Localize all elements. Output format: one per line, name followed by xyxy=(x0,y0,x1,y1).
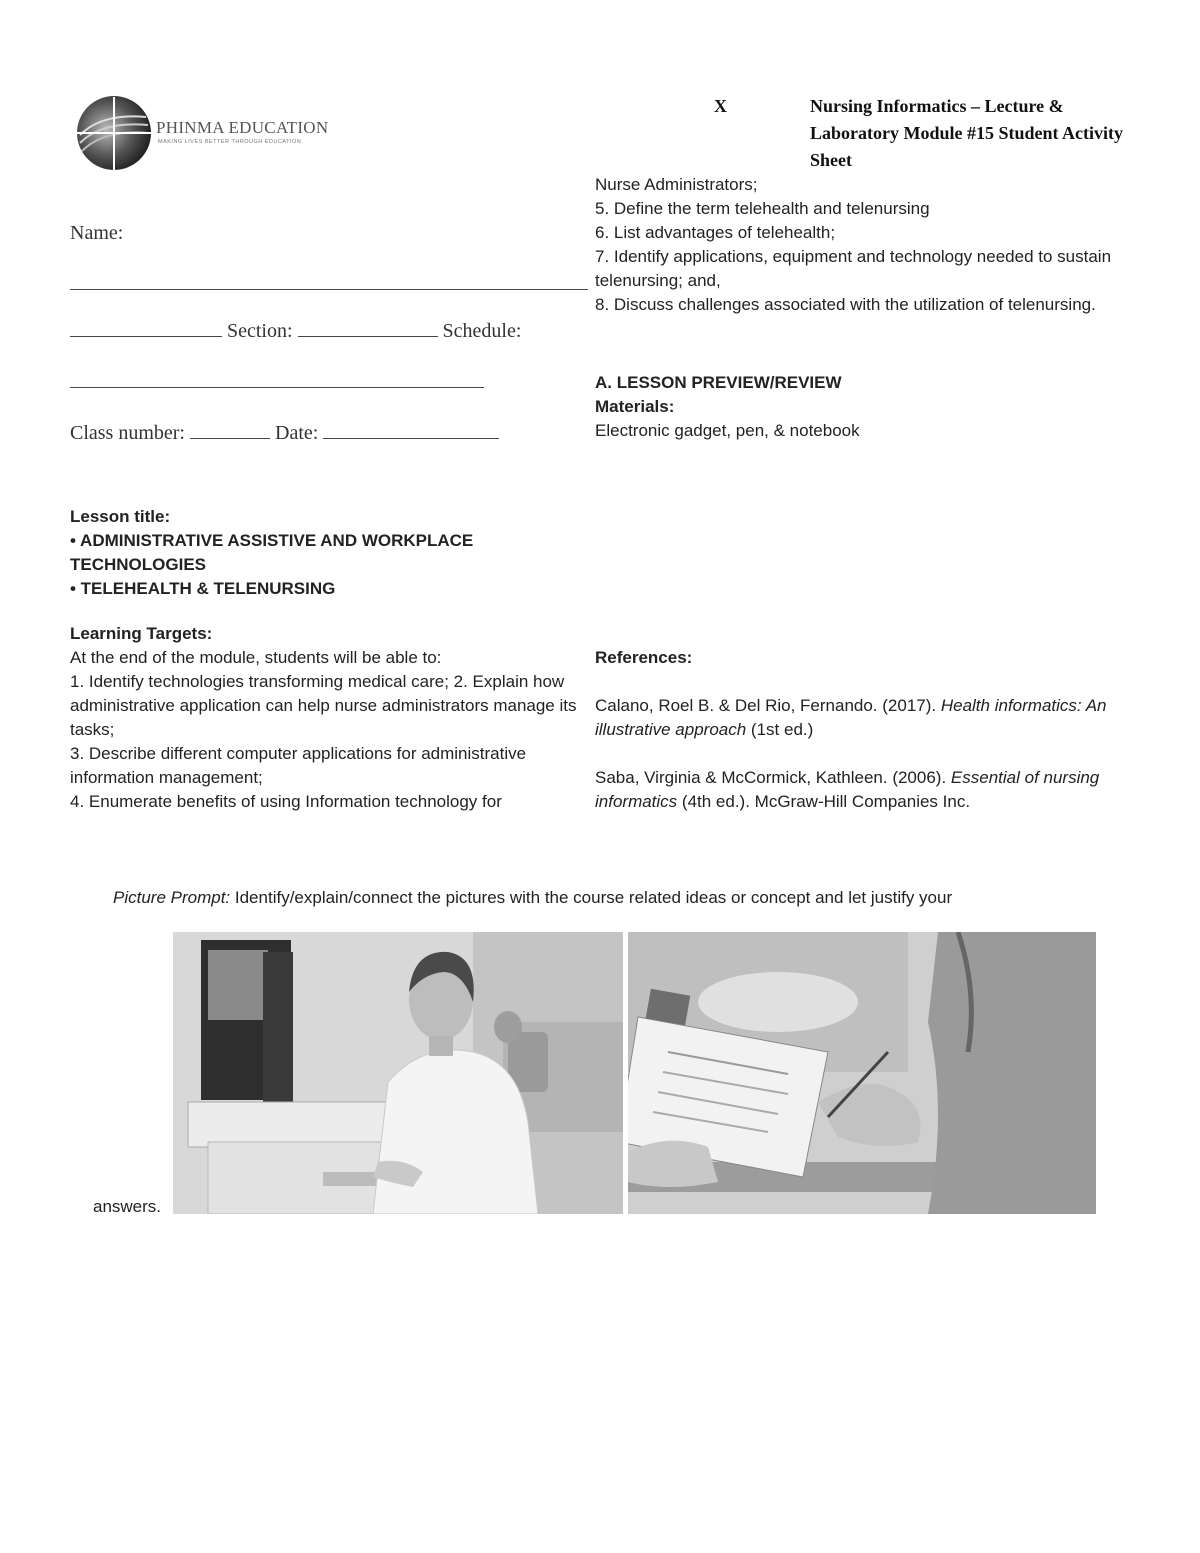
target-item: 4. Enumerate benefits of using Information technology for xyxy=(70,792,502,811)
target-item: 5. Define the term telehealth and telenursing xyxy=(595,199,930,218)
picture-prompt-text: Identify/explain/connect the pictures with the course related ideas or concept and let justify your xyxy=(230,888,953,907)
reference-edition: (4th ed.). McGraw-Hill Companies Inc. xyxy=(677,792,971,811)
target-item: 8. Discuss challenges associated with the utilization of telenursing. xyxy=(595,295,1096,314)
references-heading: References: xyxy=(595,648,693,667)
target-item: 3. Describe different computer applications for administrative information management; xyxy=(70,744,527,787)
logo-tagline: MAKING LIVES BETTER THROUGH EDUCATION xyxy=(158,139,302,145)
reference-edition: (1st ed.) xyxy=(746,720,814,739)
picture-prompt-continuation: answers. xyxy=(93,1197,162,1216)
references-block xyxy=(595,646,1125,814)
learning-targets-continued xyxy=(595,173,1115,317)
target-item: 1. Identify technologies transforming medical care; 2. Explain how administrative application can help nurse administrators manage its tasks; xyxy=(70,672,577,739)
header-mark: X xyxy=(714,96,727,116)
materials-text: Electronic gadget, pen, & notebook xyxy=(595,421,860,440)
class-date-row xyxy=(70,422,499,445)
reference-authors: Calano, Roel B. & Del Rio, Fernando. (2017). xyxy=(595,696,941,715)
logo-name: PHINMA EDUCATION xyxy=(156,118,329,137)
schedule-field[interactable] xyxy=(70,387,484,388)
materials-label: Materials: xyxy=(595,397,675,416)
lesson-item: • TELEHEALTH & TELENURSING xyxy=(70,579,336,598)
nurse-computer-photo xyxy=(173,932,623,1214)
schedule-label: Schedule: xyxy=(442,320,522,342)
lesson-title-block xyxy=(70,505,570,601)
name-field-continuation[interactable] xyxy=(70,320,222,337)
section-label: Section: xyxy=(227,320,293,342)
globe-logo-icon xyxy=(72,95,162,175)
learning-targets-intro: At the end of the module, students will be able to: xyxy=(70,648,442,667)
picture-prompt xyxy=(113,888,952,908)
lesson-preview-heading: A. LESSON PREVIEW/REVIEW xyxy=(595,373,842,392)
class-number-field[interactable] xyxy=(190,422,270,439)
section-field[interactable] xyxy=(298,320,438,337)
target-item: 7. Identify applications, equipment and technology needed to sustain telenursing; and, xyxy=(595,247,1112,290)
class-number-label: Class number: xyxy=(70,422,185,444)
lesson-preview-block xyxy=(595,371,1115,443)
page-title: Nursing Informatics – Lecture & Laboratory Module #15 Student Activity Sheet xyxy=(810,96,1123,170)
section-schedule-row xyxy=(70,320,521,343)
reference-item xyxy=(595,694,1125,742)
clipboard-photo xyxy=(628,932,1096,1214)
name-field[interactable] xyxy=(70,289,588,290)
lesson-title-label: Lesson title: xyxy=(70,507,171,526)
target-item: Nurse Administrators; xyxy=(595,175,758,194)
picture-prompt-label: Picture Prompt: xyxy=(113,888,231,907)
reference-authors: Saba, Virginia & McCormick, Kathleen. (2006). xyxy=(595,768,951,787)
learning-targets-block xyxy=(70,622,580,814)
target-item: 6. List advantages of telehealth; xyxy=(595,223,836,242)
learning-targets-heading: Learning Targets: xyxy=(70,624,213,643)
reference-title: Health informatics: An illustrative approach xyxy=(595,696,1107,739)
date-field[interactable] xyxy=(323,422,499,439)
name-label: Name: xyxy=(70,222,124,244)
reference-title: Essential of nursing informatics xyxy=(595,768,1100,811)
date-label: Date: xyxy=(275,422,319,444)
lesson-item: • ADMINISTRATIVE ASSISTIVE AND WORKPLACE TECHNOLOGIES xyxy=(70,531,474,574)
reference-item xyxy=(595,766,1125,814)
